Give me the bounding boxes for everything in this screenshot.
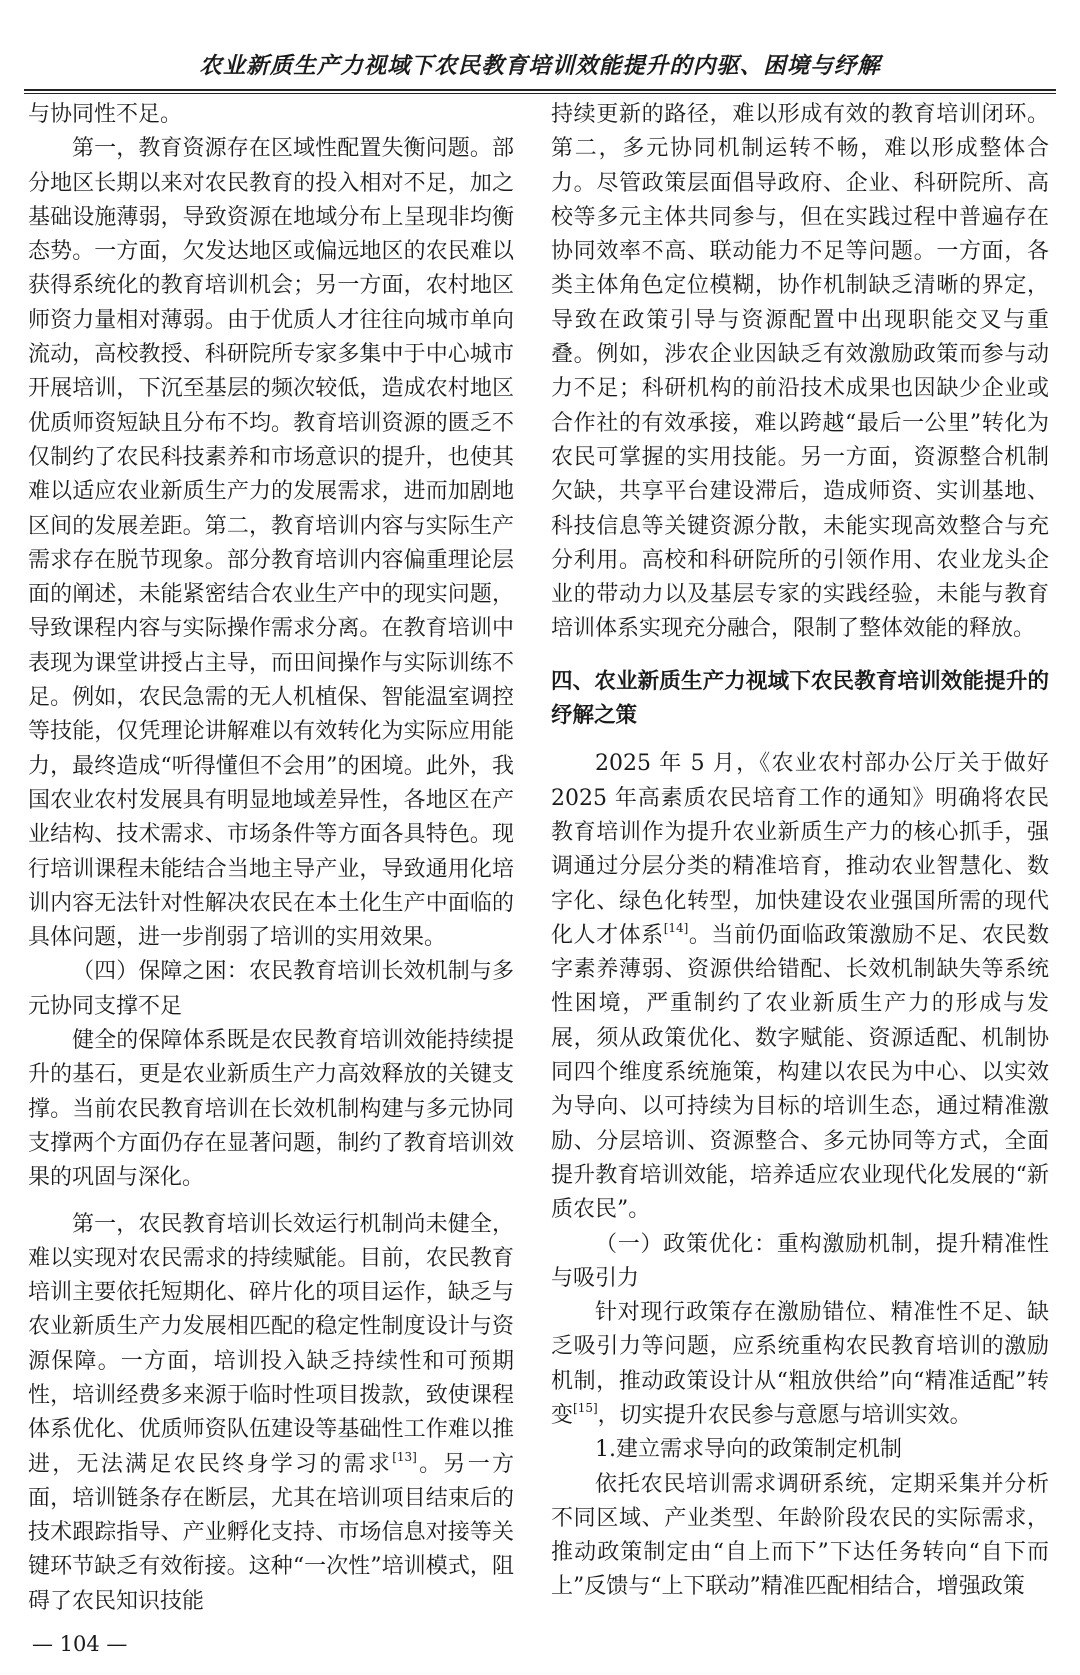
citation-ref: [15] (573, 1400, 598, 1415)
page-number: — 104 — (32, 1632, 128, 1656)
paragraph-text: 。当前仍面临政策激励不足、农民数字素养薄弱、资源供给错配、长效机制缺失等系统性困境，严重制约了农业新质生产力的形成与发展，须从政策优化、数字赋能、资源适配、机制协同四个维度系统施策，构建以农民为中心、以实效为导向、以可持续为目标的培训生态，通过精准激励、分层培训、资源整合、多元协同等方式，全面提升教育培训效能，培养适应农业现代化发展的“新质农民”。 (551, 922, 1049, 1223)
subsection-heading: 1.建立需求导向的政策制定机制 (595, 1437, 902, 1463)
header-rule-thin (24, 93, 1056, 94)
paragraph-text: ，切实提升农民参与意愿与培训实效。 (597, 1402, 972, 1428)
citation-ref: [14] (663, 920, 689, 935)
paragraph (28, 1208, 514, 1620)
subsection-heading: （四）保障之困：农民教育培训长效机制与多元协同支撑不足 (28, 959, 514, 1019)
section-heading: 四、农业新质生产力视域下农民教育培训效能提升的纾解之策 (551, 668, 1049, 729)
running-title: 农业新质生产力视域下农民教育培训效能提升的内驱、困境与纾解 (199, 53, 881, 79)
paragraph (551, 1296, 1049, 1433)
page-header (0, 0, 1080, 92)
paragraph: 健全的保障体系既是农民教育培训效能持续提升的基石，更是农业新质生产力高效释放的关键支撑。当前农民教育培训在长效机制构建与多元协同支撑两个方面仍存在显著问题，制约了教育培训效果的巩固与深化。 (28, 1028, 514, 1191)
paragraph-text: 2025 年 5 月，《农业农村部办公厅关于做好 2025 年高素质农民培育工作的通知》明确将农民教育培训作为提升农业新质生产力的核心抓手，强调通过分层分类的精准培育，推动农业智慧化、数字化、绿色化转型，加快建设农业强国所需的现代化人才体系 (551, 751, 1049, 948)
paragraph: 与协同性不足。 (28, 102, 183, 127)
header-rule-thick (24, 89, 1056, 91)
paragraph: 持续更新的路径，难以形成有效的教育培训闭环。第二，多元协同机制运转不畅，难以形成整体合力。尽管政策层面倡导政府、企业、科研院所、高校等多元主体共同参与，但在实践过程中普遍存在协同效率不高、联动能力不足等问题。一方面，各类主体角色定位模糊，协作机制缺乏清晰的界定，导致在政策引导与资源配置中出现职能交叉与重叠。例如，涉农企业因缺乏有效激励政策而参与动力不足；科研机构的前沿技术成果也因缺少企业或合作社的有效承接，难以跨越“最后一公里”转化为农民可掌握的实用技能。另一方面，资源整合机制欠缺，共享平台建设滞后，造成师资、实训基地、科技信息等关键资源分散，未能实现高效整合与充分利用。高校和科研院所的引领作用、农业龙头企业的带动力以及基层专家的实践经验，未能与教育培训体系实现充分融合，限制了整体效能的释放。 (551, 102, 1049, 642)
paragraph: 依托农民培训需求调研系统，定期采集并分析不同区域、产业类型、年龄阶段农民的实际需求，推动政策制定由“自上而下”下达任务转向“自下而上”反馈与“上下联动”精准匹配相结合，增强政策 (551, 1471, 1049, 1600)
paragraph (551, 747, 1049, 1227)
paragraph: 第一，教育资源存在区域性配置失衡问题。部分地区长期以来对农民教育的投入相对不足，加之基础设施薄弱，导致资源在地域分布上呈现非均衡态势。一方面，欠发达地区或偏远地区的农民难以获得系统化的教育培训机会；另一方面，农村地区师资力量相对薄弱。由于优质人才往往向城市单向流动，高校教授、科研院所专家多集中于中心城市开展培训，下沉至基层的频次较低，造成农村地区优质师资短缺且分布不均。教育培训资源的匮乏不仅制约了农民科技素养和市场意识的提升，也使其难以适应农业新质生产力的发展需求，进而加剧地区间的发展差距。第二，教育培训内容与实际生产需求存在脱节现象。部分教育培训内容偏重理论层面的阐述，未能紧密结合农业生产中的现实问题，导致课程内容与实际操作需求分离。在教育培训中表现为课堂讲授占主导，而田间操作与实际训练不足。例如，农民急需的无人机植保、智能温室调控等技能，仅凭理论讲解难以有效转化为实际应用能力，最终造成“听得懂但不会用”的困境。此外，我国农业农村发展具有明显地域差异性，各地区在产业结构、技术需求、市场条件等方面各具特色。现行培训课程未能结合当地主导产业，导致通用化培训内容无法针对性解决农民在本土化生产中面临的具体问题，进一步削弱了培训的实用效果。 (28, 136, 514, 951)
citation-ref: [13] (392, 1449, 417, 1464)
left-column (28, 98, 514, 1619)
subsection-heading: （一）政策优化：重构激励机制，提升精准性与吸引力 (551, 1231, 1049, 1291)
paragraph-text: 第一，农民教育培训长效运行机制尚未健全，难以实现对农民需求的持续赋能。目前，农民教育培训主要依托短期化、碎片化的项目运作，缺乏与农业新质生产力发展相匹配的稳定性制度设计与资源保障。一方面，培训投入缺乏持续性和可预期性，培训经费多来源于临时性项目拨款，致使课程体系优化、优质师资队伍建设等基础性工作难以推进，无法满足农民终身学习的需求 (28, 1211, 514, 1477)
paragraph-text: 。另一方面，培训链条存在断层，尤其在培训项目结束后的技术跟踪指导、产业孵化支持、市场信息对接等关键环节缺乏有效衔接。这种“一次性”培训模式，阻碍了农民知识技能 (28, 1451, 514, 1614)
paragraph-text: 针对现行政策存在激励错位、精准性不足、缺乏吸引力等问题，应系统重构农民教育培训的激励机制，推动政策设计从“粗放供给”向“精准适配”转变 (551, 1300, 1049, 1428)
right-column (551, 98, 1049, 1605)
